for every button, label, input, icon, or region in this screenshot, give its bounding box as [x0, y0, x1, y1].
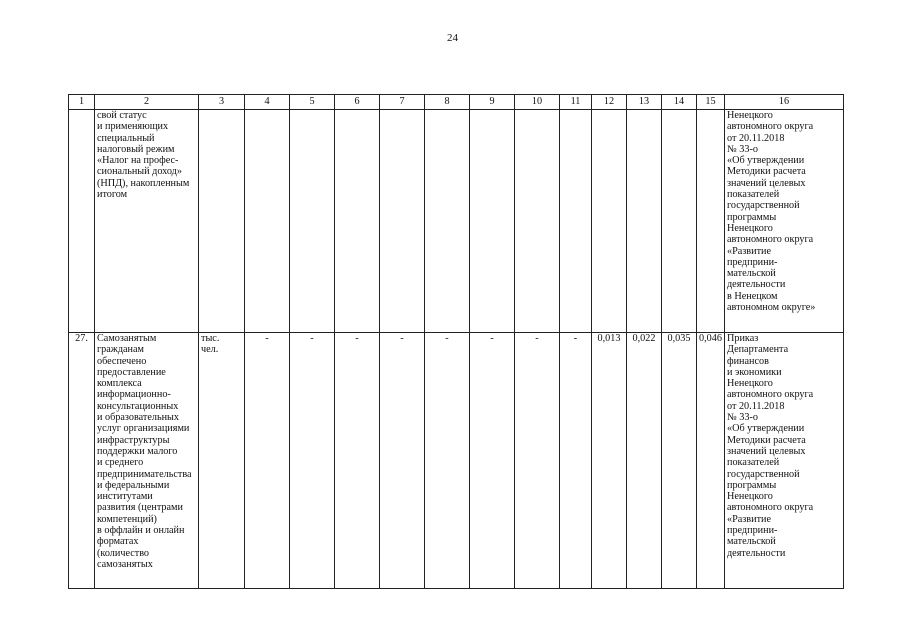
column-header: 5: [290, 95, 335, 110]
value-cell: [627, 110, 662, 333]
value-cell: 0,022: [627, 333, 662, 589]
value-cell: -: [470, 333, 515, 589]
column-header: 14: [662, 95, 697, 110]
unit-cell: [199, 110, 245, 333]
column-header: 3: [199, 95, 245, 110]
value-cell: -: [560, 333, 592, 589]
column-header: 15: [697, 95, 725, 110]
unit-cell: тыс. чел.: [199, 333, 245, 589]
source-document-cell: Приказ Департамента финансов и экономики Ненецкого автономного округа от 20.11.2018 № 33-о «Об утверждении Методики расчета значений целевых показателей государственной программы Ненецкого автономного округа «Развитие предприни- мательской деятельности: [725, 333, 844, 589]
value-cell: -: [335, 333, 380, 589]
column-header: 10: [515, 95, 560, 110]
value-cell: [470, 110, 515, 333]
value-cell: 0,013: [592, 333, 627, 589]
value-cell: 0,046: [697, 333, 725, 589]
value-cell: [425, 110, 470, 333]
value-cell: [515, 110, 560, 333]
value-cell: -: [425, 333, 470, 589]
value-cell: [290, 110, 335, 333]
source-document-cell: Ненецкого автономного округа от 20.11.2018 № 33-о «Об утверждении Методики расчета значений целевых показателей государственной программы Ненецкого автономного округа «Развитие предприни- мательской деятельности в Ненецком автономном округе»: [725, 110, 844, 333]
table-header-row: [69, 95, 844, 110]
column-header: 7: [380, 95, 425, 110]
column-header: 1: [69, 95, 95, 110]
value-cell: -: [380, 333, 425, 589]
value-cell: [380, 110, 425, 333]
row-number-cell: 27.: [69, 333, 95, 589]
indicator-name-cell: свой статус и применяющих специальный налоговый режим «Налог на профес- сиональный доход» (НПД), накопленным итогом: [95, 110, 199, 333]
column-header: 2: [95, 95, 199, 110]
value-cell: 0,035: [662, 333, 697, 589]
value-cell: [592, 110, 627, 333]
column-header: 6: [335, 95, 380, 110]
column-header: 13: [627, 95, 662, 110]
column-header: 9: [470, 95, 515, 110]
row-number-cell: [69, 110, 95, 333]
value-cell: [335, 110, 380, 333]
value-cell: -: [290, 333, 335, 589]
column-header: 8: [425, 95, 470, 110]
column-header: 11: [560, 95, 592, 110]
indicator-name-cell: Самозанятым гражданам обеспечено предоставление комплекса информационно- консультационных и образовательных услуг организациями инфраструктуры поддержки малого и среднего предпринимательства и федеральными институтами развития (центрами компетенций) в оффлайн и онлайн форматах (количество самозанятых: [95, 333, 199, 589]
value-cell: [245, 110, 290, 333]
table-row-continued: [69, 110, 844, 333]
column-header: 16: [725, 95, 844, 110]
value-cell: -: [515, 333, 560, 589]
page-number: 24: [447, 32, 458, 44]
table-row-27: [69, 333, 844, 589]
value-cell: -: [245, 333, 290, 589]
column-header: 12: [592, 95, 627, 110]
indicators-table: [68, 94, 844, 589]
column-header: 4: [245, 95, 290, 110]
value-cell: [662, 110, 697, 333]
value-cell: [697, 110, 725, 333]
value-cell: [560, 110, 592, 333]
